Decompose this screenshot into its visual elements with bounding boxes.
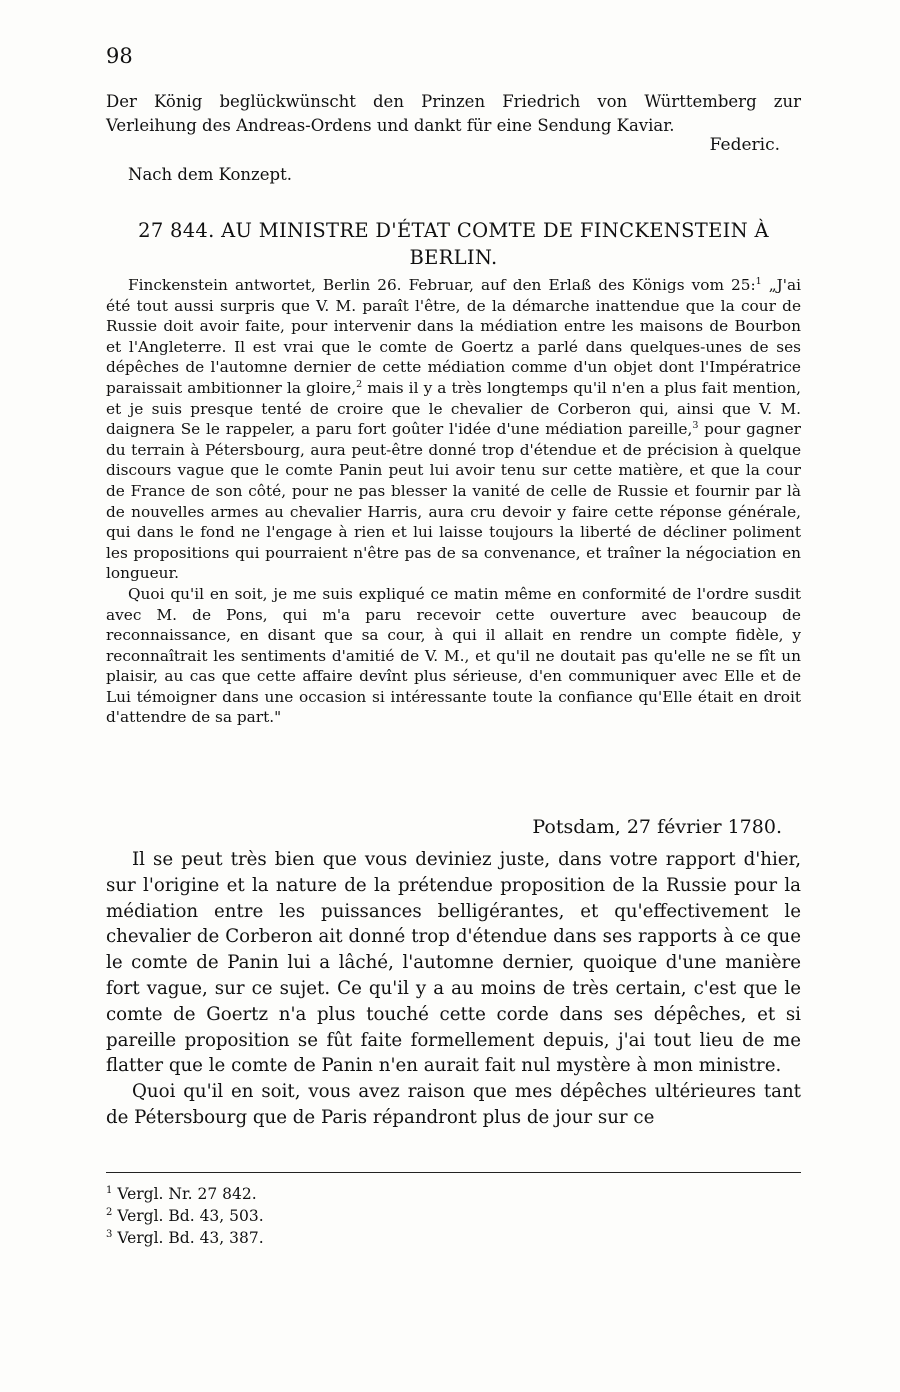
footnote: $^1$ Vergl. Nr. 27 842. (106, 1184, 257, 1203)
footnote-ref-3: 3 (692, 420, 699, 432)
footnote-ref-2: 2 (356, 378, 363, 390)
footnote-ref-1: 1 (755, 275, 762, 287)
intro-paragraph: Der König beglückwünscht den Prinzen Friedrich von Württemberg zur Verleihung des Andreas-Ordens und dankt für eine Sendung Kaviar. (106, 92, 801, 135)
document-heading: 27 844. AU MINISTRE D'ÉTAT COMTE DE FINCKENSTEIN À BERLIN. (138, 219, 769, 269)
letter-paragraph-2: Quoi qu'il en soit, vous avez raison que mes dépêches ultérieures tant de Pétersbourg que de Paris répandront plus de jour sur ce (106, 1081, 801, 1128)
footnote-divider (106, 1172, 801, 1173)
page-number: 98 (106, 44, 133, 68)
letter-body (106, 847, 801, 1131)
intro-source-note: Nach dem Konzept. (128, 165, 292, 184)
summary-block (106, 275, 801, 728)
footnote: $^2$ Vergl. Bd. 43, 503. (106, 1206, 264, 1225)
footnotes (106, 1183, 264, 1249)
summary-paragraph-1: Finckenstein antwortet, Berlin 26. Februar, auf den Erlaß des Königs vom 25:$^1$ „J'ai été tout aussi surpris que V. M. paraît l'être, de la démarche inattendue que la cour de Russie doit avoir faite, pour intervenir dans la médiation entre les maisons de Bourbon et l'Angleterre. Il est vrai que le comte de Goertz a parlé dans quelques-unes de ses dépêches de l'automne dernier de cette médiation comme d'un objet dont l'Impératrice paraissait ambitionner la gloire,$^2$ mais il y a très longtemps qu'il n'en a plus fait mention, et je suis presque tenté de croire que le chevalier de Corberon qui, ainsi que V. M. daignera Se le rappeler, a paru fort goûter l'idée d'une médiation pareille,$^3$ pour gagner du terrain à Pétersbourg, aura peut-être donné trop d'étendue et de précision à quelque discours vague que le comte Panin peut lui avoir tenu sur cette matière, et que la cour de France de son côté, pour ne pas blesser la vanité de celle de Russie et fournir par là de nouvelles armes au chevalier Harris, aura cru devoir y faire cette réponse générale, qui dans le fond ne l'engage à rien et lui laisse toujours la liberté de décliner poliment les propositions qui pourraient n'être pas de sa convenance, et traîner la négociation en longueur. (106, 275, 801, 583)
letter-paragraph-1: Il se peut très bien que vous deviniez juste, dans votre rapport d'hier, sur l'origine et la nature de la prétendue proposition de la Russie pour la médiation entre les puissances belligérantes, et qu'effectivement le chevalier de Corberon ait donné trop d'étendue dans ses rapports à ce que le comte de Panin lui a lâché, l'automne dernier, quoique d'une manière fort vague, sur ce sujet. Ce qu'il y a au moins de très certain, c'est que le comte de Goertz n'a plus touché cette corde dans ses dépêches, et si pareille proposition se fût faite formellement depuis, j'ai tout lieu de me flatter que le comte de Panin n'en aurait fait nul mystère à mon ministre. (106, 849, 801, 1077)
intro-signature: Federic. (709, 135, 780, 155)
summary-paragraph-2: Quoi qu'il en soit, je me suis expliqué ce matin même en conformité de l'ordre susdit avec M. de Pons, qui m'a paru recevoir cette ouverture avec beaucoup de reconnaissance, en disant que sa cour, à qui il allait en rendre un compte fidèle, y reconnaîtrait les sentiments d'amitié de V. M., et qu'il ne doutait pas qu'elle ne se fît un plaisir, au cas que cette affaire devînt plus sérieuse, d'en communiquer avec Elle et de Lui témoigner dans une occasion si intéressante toute la confiance qu'Elle était en droit d'attendre de sa part." (106, 584, 801, 727)
footnote: $^3$ Vergl. Bd. 43, 387. (106, 1228, 264, 1247)
letter-dateline: Potsdam, 27 février 1780. (532, 816, 782, 838)
